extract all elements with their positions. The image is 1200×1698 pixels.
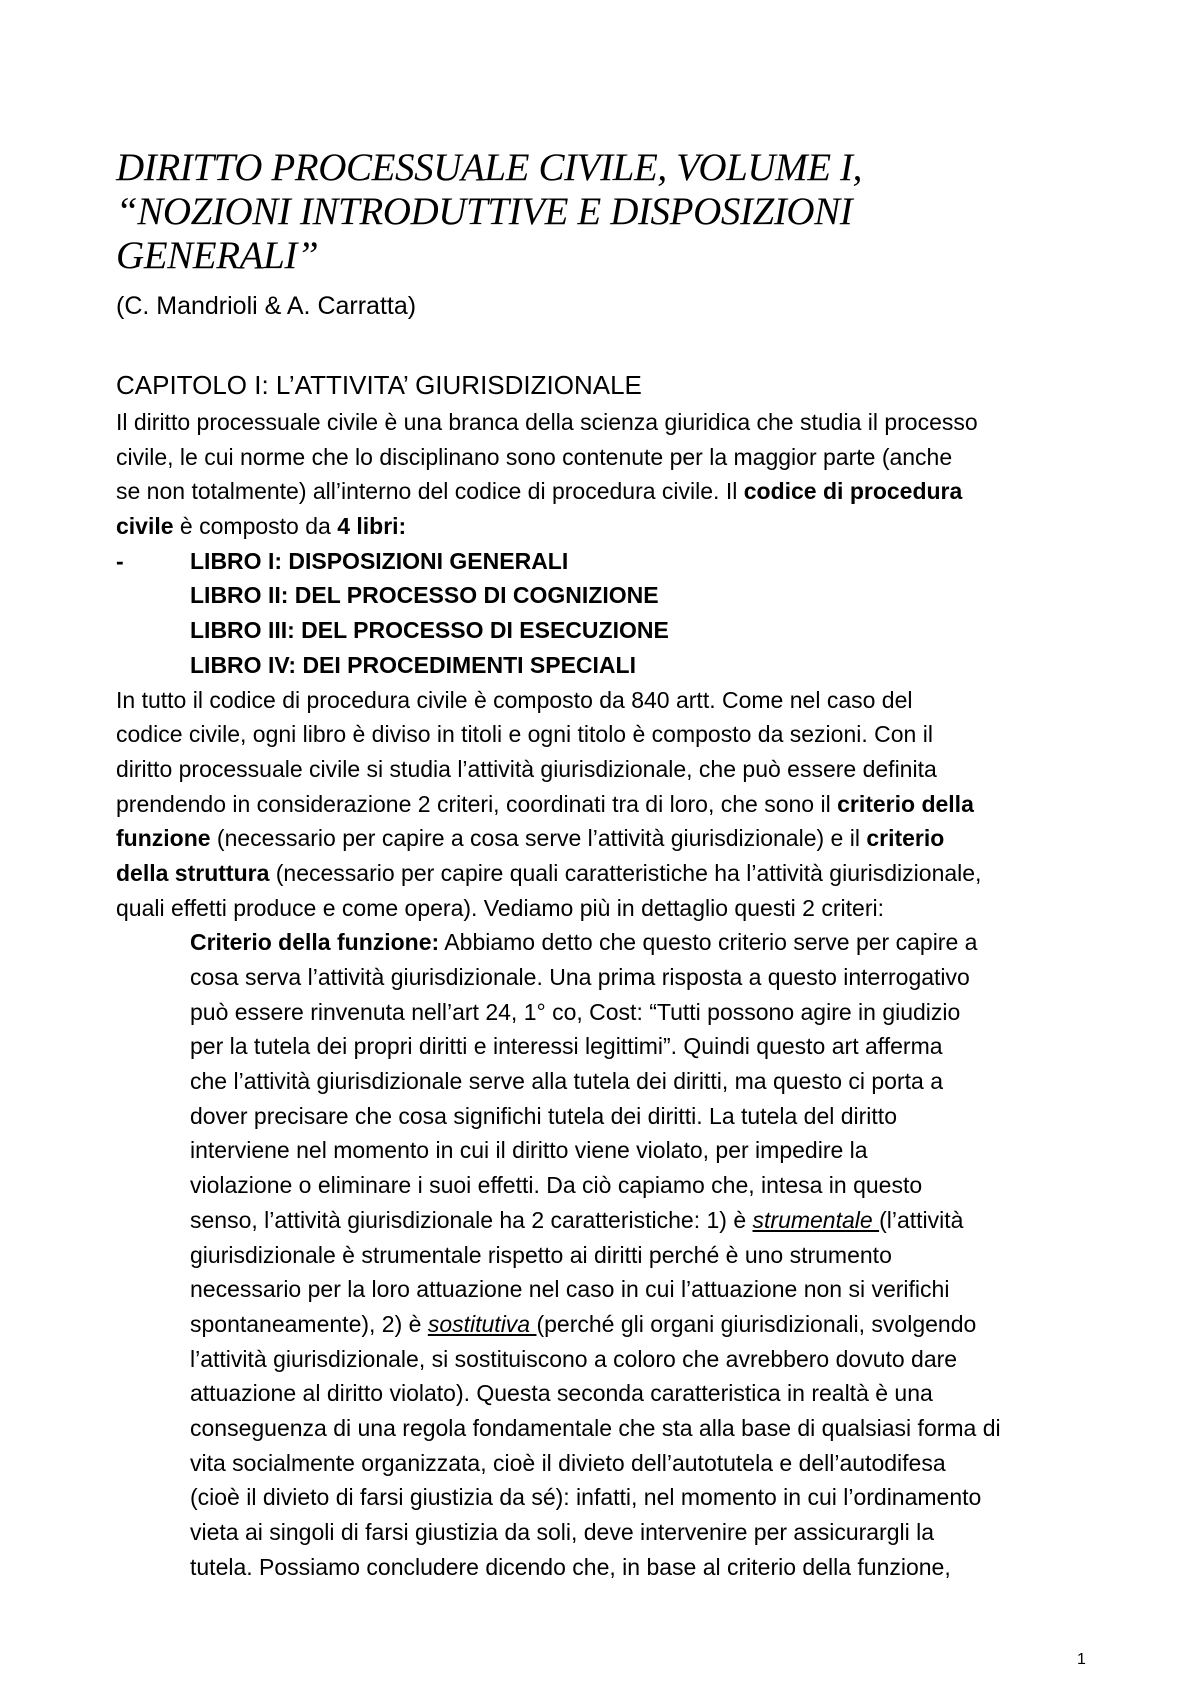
page-number: 1 <box>1077 1651 1086 1668</box>
list-item: LIBRO III: DEL PROCESSO DI ESECUZIONE <box>190 617 669 644</box>
text-line: interviene nel momento in cui il diritto viene violato, per impedire la <box>190 1137 868 1164</box>
text-line: cosa serva l’attività giurisdizionale. Una prima risposta a questo interrogativo <box>190 964 970 990</box>
text-line: In tutto il codice di procedura civile è composto da 840 artt. Come nel caso del <box>116 686 913 713</box>
text-line: Il diritto processuale civile è una branca della scienza giuridica che studia il processo <box>116 409 978 435</box>
text-line: tutela. Possiamo concludere dicendo che, in base al criterio della funzione, <box>190 1553 951 1580</box>
text-line: attuazione al diritto violato). Questa seconda caratteristica in realtà è una <box>190 1380 933 1407</box>
document-title <box>116 146 1116 278</box>
title-line-1: DIRITTO PROCESSUALE CIVILE, VOLUME I, <box>116 146 862 189</box>
title-line-2: “NOZIONI INTRODUTTIVE E DISPOSIZIONI <box>116 190 853 233</box>
text-line: vieta ai singoli di farsi giustizia da soli, deve intervenire per assicurargli la <box>190 1519 935 1545</box>
text-line: della struttura (necessario per capire quali caratteristiche ha l’attività giurisdizionale, <box>116 859 982 886</box>
text-line: violazione o eliminare i suoi effetti. Da ciò capiamo che, intesa in questo <box>190 1172 923 1199</box>
text-line: Criterio della funzione: Abbiamo detto che questo criterio serve per capire a <box>190 929 978 956</box>
text-line: conseguenza di una regola fondamentale che sta alla base di qualsiasi forma di <box>190 1414 1001 1441</box>
underlined-term: sostitutiva <box>427 1310 537 1337</box>
text-line: spontaneamente), 2) è sostitutiva (perché gli organi giurisdizionali, svolgendo <box>190 1310 977 1337</box>
text-line: quali effetti produce e come opera). Vediamo più in dettaglio questi 2 criteri: <box>116 894 884 921</box>
text-line: necessario per la loro attuazione nel caso in cui l’attuazione non si verifichi <box>190 1276 950 1303</box>
text-line: funzione (necessario per capire a cosa serve l’attività giurisdizionale) e il criterio <box>116 825 945 852</box>
text-line: che l’attività giurisdizionale serve alla tutela dei diritti, ma questo ci porta a <box>190 1068 943 1095</box>
text-line: dover precisare che cosa significhi tutela dei diritti. La tutela del diritto <box>190 1102 897 1129</box>
text-line: civile è composto da 4 libri: <box>116 513 407 540</box>
bold-term: della struttura <box>116 859 270 886</box>
text-line: giurisdizionale è strumentale rispetto ai diritti perché è uno strumento <box>190 1241 892 1268</box>
text-line: se non totalmente) all’interno del codice di procedura civile. Il codice di procedura <box>116 478 963 505</box>
text-line: civile, le cui norme che lo disciplinano sono contenute per la maggior parte (anche <box>116 443 953 470</box>
text-line: per la tutela dei propri diritti e interessi legittimi”. Quindi questo art afferma <box>190 1033 943 1060</box>
bold-term: codice di procedura <box>743 478 963 505</box>
text-line: può essere rinvenuta nell’art 24, 1° co, Cost: “Tutti possono agire in giudizio <box>190 998 961 1025</box>
document-authors: (C. Mandrioli & A. Carratta) <box>116 292 417 320</box>
underlined-term: strumentale <box>752 1206 880 1233</box>
bold-term: criterio della <box>837 790 974 817</box>
text-line: l’attività giurisdizionale, si sostituiscono a coloro che avrebbero dovuto dare <box>190 1345 958 1372</box>
text-line: diritto processuale civile si studia l’attività giurisdizionale, che può essere definita <box>116 755 937 782</box>
bold-term: criterio <box>866 825 945 852</box>
text-line: senso, l’attività giurisdizionale ha 2 caratteristiche: 1) è strumentale (l’attività <box>190 1206 964 1233</box>
bold-term: funzione <box>116 825 211 852</box>
list-item: LIBRO II: DEL PROCESSO DI COGNIZIONE <box>190 582 659 609</box>
list-item: - LIBRO I: DISPOSIZIONI GENERALI <box>116 544 1106 579</box>
text-line: prendendo in considerazione 2 criteri, coordinati tra di loro, che sono il criterio della <box>116 790 974 817</box>
bold-term: Criterio della funzione: <box>190 929 440 956</box>
document-body <box>116 405 1106 1584</box>
list-item: LIBRO IV: DEI PROCEDIMENTI SPECIALI <box>190 651 636 678</box>
title-line-3: GENERALI” <box>116 234 319 277</box>
text-line: codice civile, ogni libro è diviso in titoli e ogni titolo è composto da sezioni. Con il <box>116 721 933 748</box>
text-line: (cioè il divieto di farsi giustizia da sé): infatti, nel momento in cui l’ordinamento <box>190 1484 982 1511</box>
bold-term: civile <box>116 513 174 540</box>
chapter-heading: CAPITOLO I: L’ATTIVITA’ GIURISDIZIONALE <box>116 370 642 400</box>
list-dash: - <box>116 547 124 574</box>
text-line: vita socialmente organizzata, cioè il divieto dell’autotutela e dell’autodifesa <box>190 1449 946 1476</box>
bold-term: 4 libri: <box>337 513 407 540</box>
